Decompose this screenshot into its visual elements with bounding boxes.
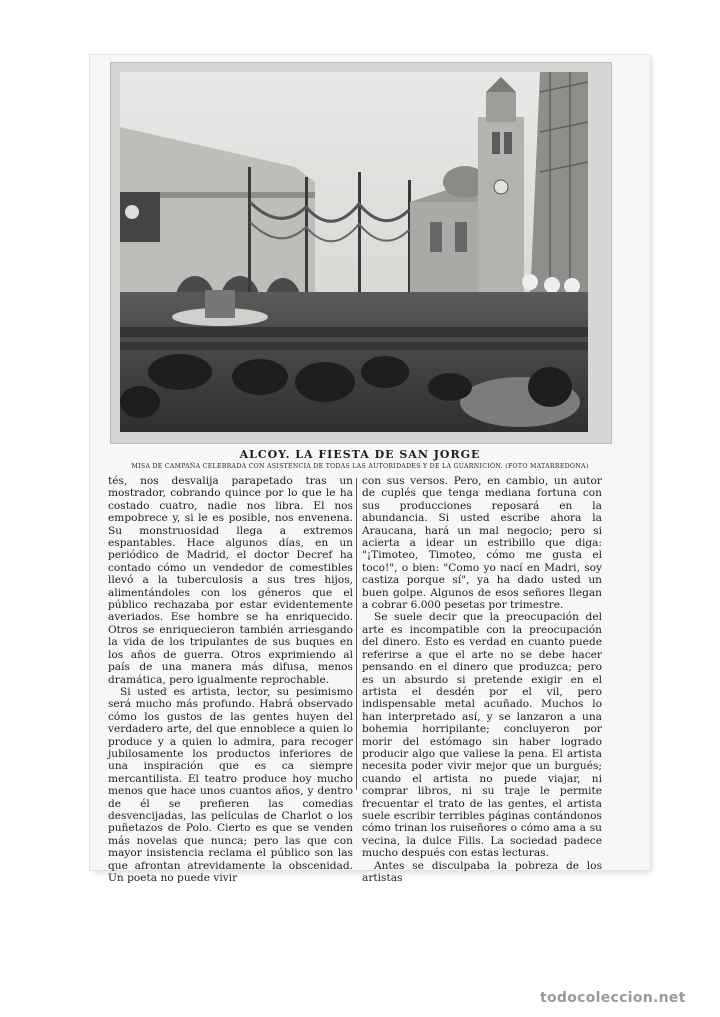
photo-caption-title: ALCOY. LA FIESTA DE SAN JORGE <box>239 448 481 461</box>
paragraph: Antes se disculpaba la pobreza de los artistas <box>362 859 602 884</box>
text-column-right <box>362 475 602 884</box>
text-column-left <box>108 475 353 884</box>
paragraph: con sus versos. Pero, en cambio, un autor de cuplés que tenga mediana fortuna con sus producciones reposará en la abundancia. Si usted escribe ahora la Araucana, hará un mal negocio; pero si acierta a idear un estribillo que diga: "¡Timoteo, Timoteo, cómo me gusta el toco!", o bien: "Como yo nací en Madri, soy castiza porque sí", ya ha dado usted un buen golpe. Algunos de esos señores llegan a cobrar 6.000 pesetas por trimestre. <box>362 475 602 612</box>
column-divider <box>356 478 357 790</box>
paragraph: tés, nos desvalija parapetado tras un mostrador, cobrando quince por lo que le ha costado cuatro, nadie nos libra. El nos empobrece y, si le es posible, nos envenena. Su monstruosidad llega a extremos espantables. Hace algunos días, en un periódico de Madrid, el doctor Decref ha contado cómo un vendedor de comestibles llevó a la tuberculosis a sus tres hijos, alimentándoles con los géneros que el público rechazaba por estar evidentemente averiados. Ese hombre se ha enriquecido. Otros se enriquecieron también arriesgando la vida de los tripulantes de sus buques en los años de guerra. Otros exprimiendo al país de una manera más difusa, menos dramática, pero igualmente reprochable. <box>108 475 353 686</box>
photo-caption-subtitle: MISA DE CAMPAÑA CELEBRADA CON ASISTENCIA DE TODAS LAS AUTORIDADES Y DE LA GUARNICIÓN. (FOTO MATARREDONA) <box>131 463 589 470</box>
watermark: todocoleccion.net <box>540 990 686 1006</box>
photo-plaza-crowd <box>120 72 588 432</box>
paragraph: Si usted es artista, lector, su pesimismo será mucho más profundo. Habrá observado cómo los gustos de las gentes huyen del verdadero arte, del que ennoblece a quien lo produce y a quien lo admira, para recoger jubilosamente los productos inferiores de una inspiración que es ca siempre mercantilista. El teatro produce hoy mucho menos que hace unos cuantos años, y dentro de él se prefieren las comedias desvencijadas, las películas de Charlot o los puñetazos de Polo. Cierto es que se venden más novelas que nunca; pero las que con mayor insistencia reclama el público son las que afrontan atrevidamente la obscenidad. Un poeta no puede vivir <box>108 685 353 884</box>
paragraph: Se suele decir que la preocupación del arte es incompatible con la preocupación del dinero. Esto es verdad en cuanto puede referirse a que el arte no se debe hacer pensando en el dinero que produzca; pero es un absurdo si pretende exigir en el artista el desdén por el vil, pero indispensable metal acuñado. Muchos lo han interpretado así, y se lanzaron a una bohemia horripilante; concluyeron por morir del estómago sin haber logrado producir algo que valiese la pena. El artista necesita poder vivir mejor que un burgués; cuando el artista no puede viajar, ni comprar libros, ni su traje le permite frecuentar el trato de las gentes, el artista suele escribir terribles páginas contándonos cómo trinan los ruiseñores o cómo ama a su vecina, la dulce Filis. La sociedad padece mucho después con estas lecturas. <box>362 611 602 860</box>
